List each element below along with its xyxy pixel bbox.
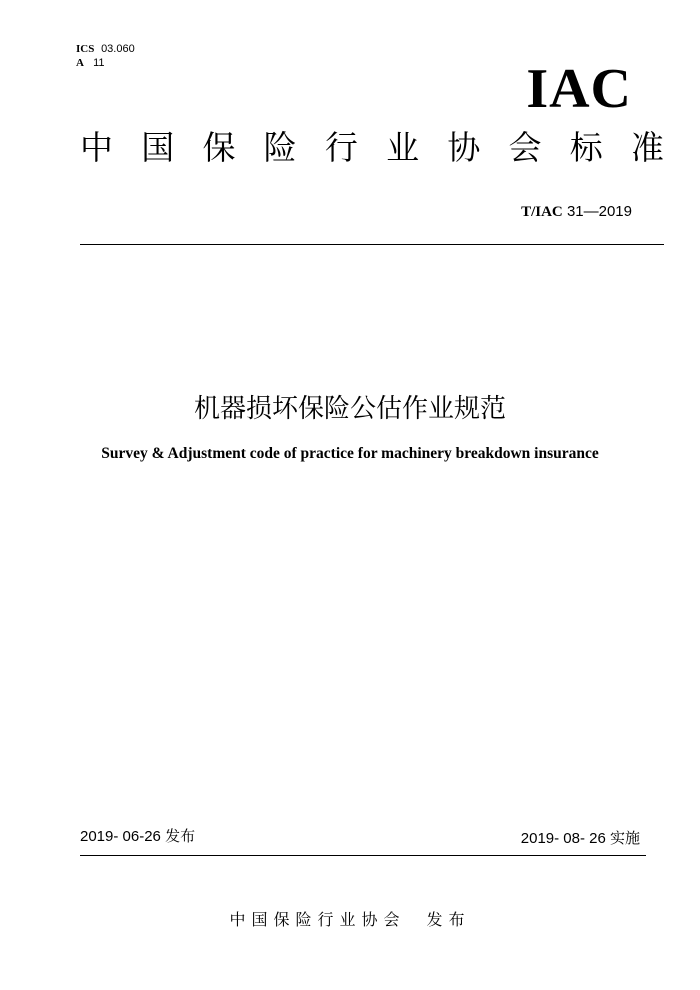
ics-label: ICS [76,43,95,55]
standard-number-prefix: T/IAC [521,204,563,220]
publish-date: 2019- 06-26 发布 [80,828,196,845]
title-char: 险 [263,129,297,166]
ccs-value: 11 [93,57,105,69]
title-char: 保 [202,129,236,166]
header-divider [80,244,664,245]
title-char: 准 [630,129,664,166]
standard-number [521,203,632,221]
title-char: 标 [569,129,603,166]
document-title-cn: 机器损坏保险公估作业规范 [193,393,506,423]
ccs-code [76,57,104,70]
title-char: 中 [80,129,113,166]
footer-divider [80,855,646,856]
ccs-label: A [76,57,84,69]
title-char: 协 [447,129,481,166]
title-char: 业 [386,129,420,166]
iac-logo: IAC [526,58,632,120]
ics-code [76,43,135,56]
publisher: 中国保险行业协会 发布 [229,912,471,929]
title-char: 国 [141,129,175,166]
title-char: 会 [508,129,542,166]
title-char: 行 [324,129,358,166]
standard-series-title [80,126,664,170]
ics-value: 03.060 [101,43,135,55]
effective-date: 2019- 08- 26 实施 [520,830,640,847]
document-title-en: Survey & Adjustment code of practice for machinery breakdown insurance [101,445,599,462]
standard-number-value: 31—2019 [566,203,632,220]
